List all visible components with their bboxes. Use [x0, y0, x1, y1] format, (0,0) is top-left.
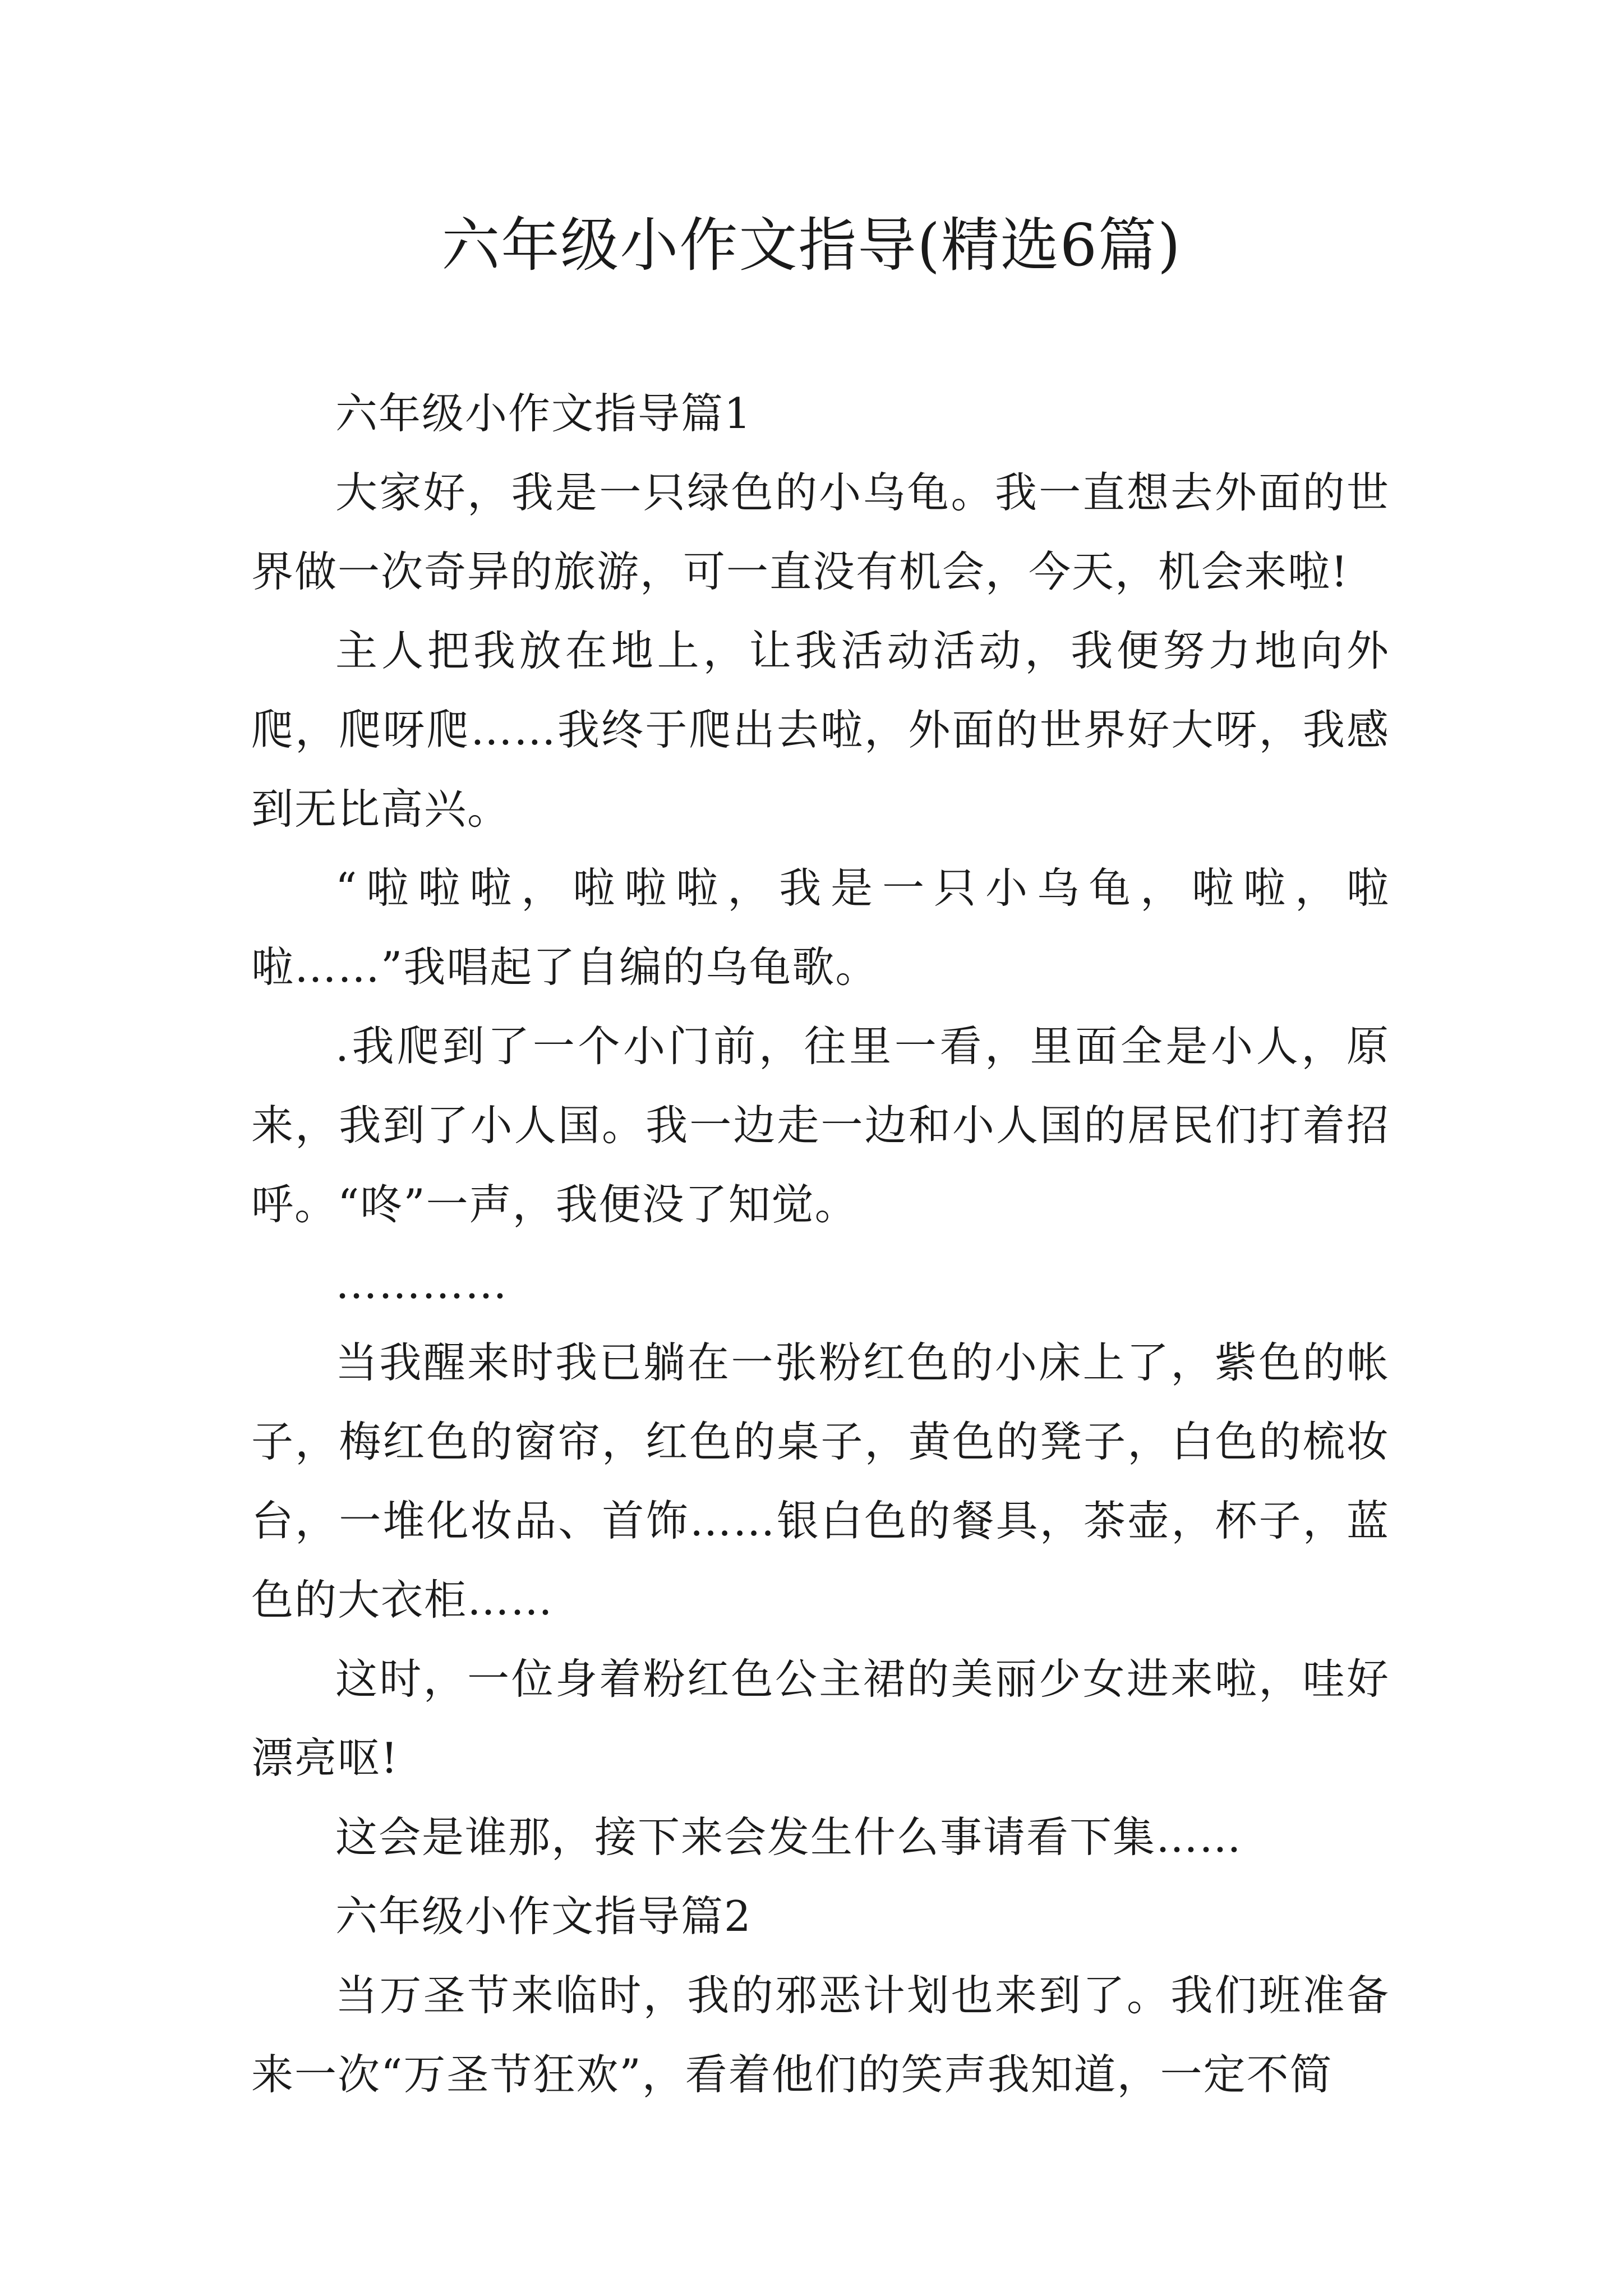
paragraph: 大家好，我是一只绿色的小乌龟。我一直想去外面的世界做一次奇异的旅游，可一直没有机会，今天，机会来啦! [251, 468, 1390, 596]
paragraph: 当万圣节来临时，我的邪恶计划也来到了。我们班准备来一次“万圣节狂欢”，看着他们的笑声我知道，一定不简 [251, 1971, 1390, 2099]
paragraph: .我爬到了一个小门前，往里一看，里面全是小人，原来，我到了小人国。我一边走一边和小人国的居民们打着招呼。“咚”一声，我便没了知觉。 [251, 1022, 1390, 1229]
document-title: 六年级小作文指导(精选6篇) [441, 211, 1182, 279]
paragraph: 当我醒来时我已躺在一张粉红色的小床上了，紫色的帐子，梅红色的窗帘，红色的桌子，黄色的凳子，白色的梳妆台，一堆化妆品、首饰……银白色的餐具，茶壶，杯子，蓝色的大衣柜…… [251, 1338, 1390, 1625]
section-heading: 六年级小作文指导篇2 [335, 1892, 752, 1941]
section-heading: 六年级小作文指导篇1 [335, 389, 752, 438]
paragraph: 主人把我放在地上，让我活动活动，我便努力地向外爬，爬呀爬……我终于爬出去啦，外面的世界好大呀，我感到无比高兴。 [251, 626, 1390, 834]
paragraph: “啦啦啦，啦啦啦，我是一只小乌龟，啦啦，啦啦……”我唱起了自编的乌龟歌。 [251, 863, 1390, 992]
paragraph: ………… [335, 1259, 508, 1308]
paragraph: 这时，一位身着粉红色公主裙的美丽少女进来啦，哇好漂亮呕! [251, 1654, 1390, 1783]
paragraph: 这会是谁那，接下来会发生什么事请看下集…… [335, 1812, 1243, 1862]
document-body [251, 374, 1390, 2114]
